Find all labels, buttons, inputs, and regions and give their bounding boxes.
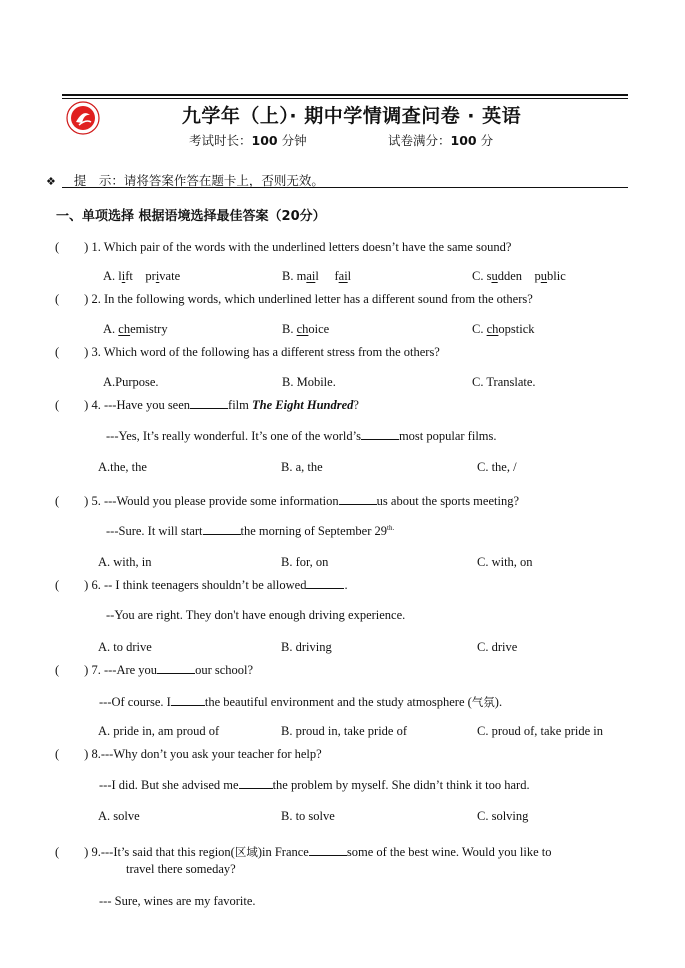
option-a: A. to drive	[98, 640, 152, 654]
question-3	[55, 342, 440, 360]
dialogue-reply: ---Sure. It will start the morning of September $29^{th.}$	[106, 523, 395, 538]
question-4: ( ) 4. ---Have you seen film The Eight Hundred?	[55, 398, 359, 412]
answer-blank[interactable]	[339, 493, 377, 505]
dialogue-reply: ---Of course. I the beautiful environment and the study atmosphere (气氛).	[99, 695, 503, 709]
exam-duration	[189, 131, 307, 149]
answer-paren: ( )	[55, 747, 89, 761]
option-a: A.Purpose.	[103, 375, 159, 389]
answer-paren: ( )	[55, 292, 89, 306]
answer-paren: ( )	[55, 398, 89, 412]
duration-unit: 分钟	[281, 133, 307, 148]
tip-rule	[62, 187, 628, 188]
dialogue-reply: ---I did. But she advised me the problem by myself. She didn’t think it too hard.	[99, 778, 530, 792]
question-1	[55, 237, 511, 255]
answer-blank[interactable]	[190, 397, 228, 409]
header-rule-thick	[62, 94, 628, 96]
question-6: ( ) 6. -- I think teenagers shouldn’t be allowed .	[55, 578, 348, 592]
diamond-bullet-icon: ❖	[46, 175, 56, 188]
question-2	[55, 289, 533, 307]
dialogue-reply: --- Sure, wines are my favorite.	[99, 894, 256, 908]
score-value: 100	[450, 133, 477, 148]
duration-value: 100	[251, 133, 278, 148]
option-c: C. with, on	[477, 555, 533, 569]
film-title: The Eight Hundred	[252, 398, 354, 412]
question-8	[55, 744, 322, 762]
option-b: B. choice	[282, 322, 330, 336]
answer-blank[interactable]	[361, 428, 399, 440]
answer-paren: ( )	[55, 578, 89, 592]
option-b: B. driving	[281, 640, 332, 654]
question-stem: 8.---Why don’t you ask your teacher for help?	[91, 747, 322, 761]
option-a: A. solve	[98, 809, 140, 823]
question-7: ( ) 7. ---Are you our school?	[55, 663, 254, 677]
answer-paren: ( )	[55, 345, 89, 359]
question-stem-continued: travel there someday?	[126, 862, 236, 876]
question-stem: 3. Which word of the following has a different stress from the others?	[91, 345, 440, 359]
option-c: C. chopstick	[472, 322, 535, 336]
option-a: A. lift private	[103, 269, 181, 283]
option-c: C. drive	[477, 640, 518, 654]
option-c: C. the, /	[477, 460, 517, 474]
question-stem: 2. In the following words, which underlined letter has a different sound from the others?	[91, 292, 533, 306]
option-c: C. proud of, take pride in	[477, 724, 604, 738]
option-c: C. solving	[477, 809, 529, 823]
option-b: B. to solve	[281, 809, 335, 823]
score-label: 试卷满分：	[388, 133, 451, 148]
option-c: C. Translate.	[472, 375, 536, 389]
option-b: B. Mobile.	[282, 375, 336, 389]
exam-score	[388, 131, 493, 149]
duration-label: 考试时长：	[189, 133, 252, 148]
answer-blank[interactable]	[171, 694, 205, 706]
option-b: B. mail fail	[282, 269, 352, 283]
answer-blank[interactable]	[203, 523, 241, 535]
question-stem: 1. Which pair of the words with the underlined letters doesn’t have the same sound?	[91, 240, 512, 254]
answer-blank[interactable]	[239, 777, 273, 789]
question-5: ( ) 5. ---Would you please provide some information us about the sports meeting?	[55, 494, 519, 508]
answer-blank[interactable]	[157, 662, 195, 674]
header-rule-thin	[62, 98, 628, 99]
dialogue-reply: ---Yes, It’s really wonderful. It’s one of the world’s most popular films.	[106, 429, 497, 443]
answer-blank[interactable]	[306, 577, 344, 589]
dialogue-reply: --You are right. They don't have enough driving experience.	[106, 608, 406, 622]
option-a: A. pride in, am proud of	[98, 724, 220, 738]
page-title: 九学年（上）· 期中学情调查问卷 · 英语	[181, 105, 522, 127]
tip-label: 提 示：	[73, 173, 124, 188]
answer-paren: ( )	[55, 845, 89, 859]
option-b: B. for, on	[281, 555, 329, 569]
option-a: A.the, the	[98, 460, 147, 474]
answer-blank[interactable]	[309, 844, 347, 856]
answer-paren: ( )	[55, 663, 89, 677]
section-title: 一、单项选择 根据语境选择最佳答案（20分）	[56, 209, 326, 224]
score-unit: 分	[480, 133, 494, 148]
option-a: A. chemistry	[103, 322, 168, 336]
tip-text: 请将答案作答在题卡上，否则无效。	[123, 173, 324, 188]
option-a: A. with, in	[98, 555, 152, 569]
answer-paren: ( )	[55, 240, 89, 254]
option-b: B. proud in, take pride of	[281, 724, 408, 738]
option-b: B. a, the	[281, 460, 323, 474]
option-c: C. sudden public	[472, 269, 566, 283]
answer-paren: ( )	[55, 494, 89, 508]
question-9: ( ) 9.---It’s said that this region(区域)in France some of the best wine. Would you like to	[55, 845, 552, 859]
